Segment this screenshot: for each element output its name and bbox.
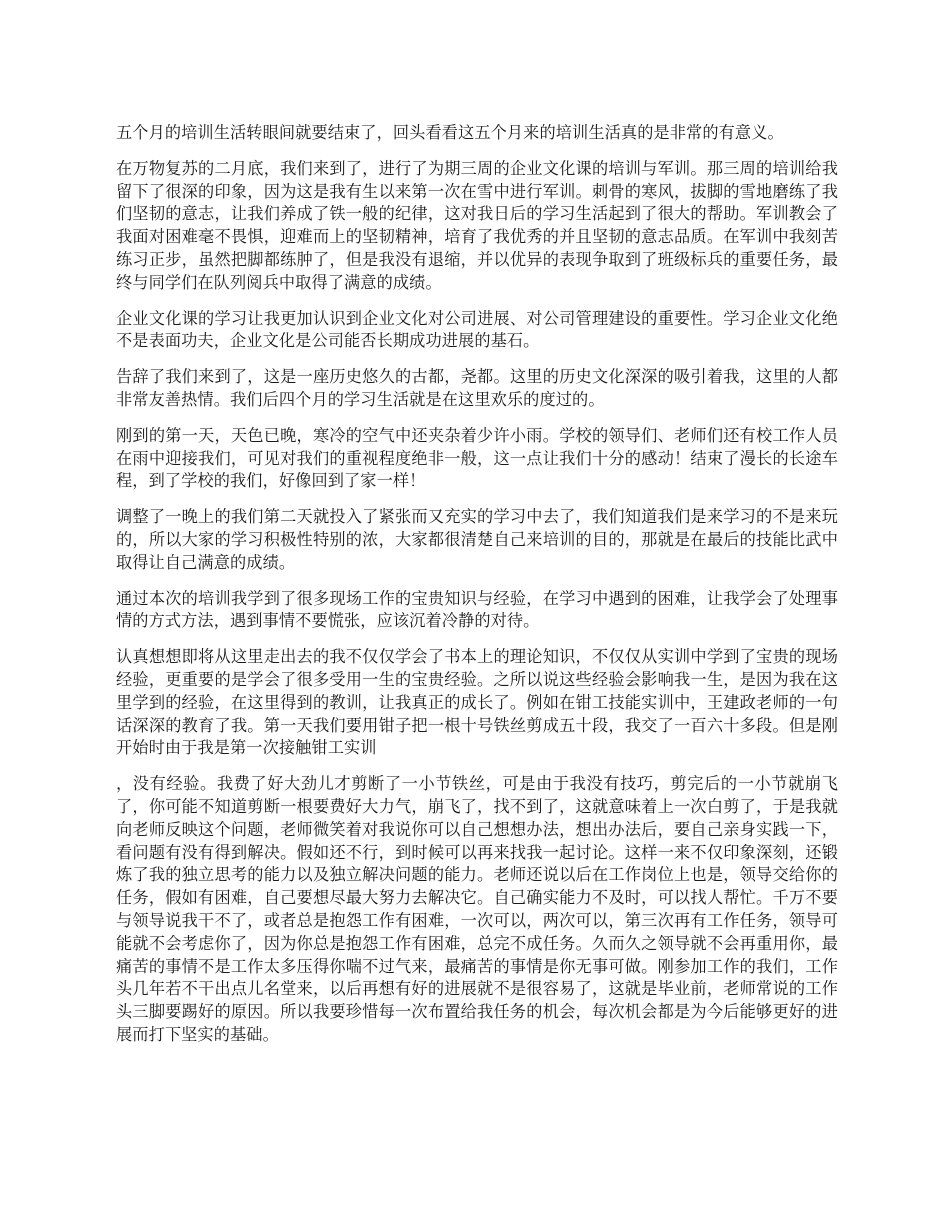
paragraph-6: 调整了一晚上的我们第二天就投入了紧张而又充实的学习中去了，我们知道我们是来学习的不是来玩的，所以大家的学习积极性特别的浓，大家都很清楚自己来培训的目的，那就是在最后的技能比武中取得让自己满意的成绩。 bbox=[116, 507, 838, 572]
document-body bbox=[116, 122, 838, 1060]
paragraph-8: 认真想想即将从这里走出去的我不仅仅学会了书本上的理论知识，不仅仅从实训中学到了宝贵的现场经验，更重要的是学会了很多受用一生的宝贵经验。之所以说这些经验会影响我一生，是因为我在这里学到的经验，在这里得到的教训，让我真正的成长了。例如在钳工技能实训中，王建政老师的一句话深深的教育了我。第一天我们要用钳子把一根十号铁丝剪成五十段，我交了一百六十多段。但是刚开始时由于我是第一次接触钳工实训 bbox=[116, 647, 838, 758]
paragraph-7: 通过本次的培训我学到了很多现场工作的宝贵知识与经验，在学习中遇到的困难，让我学会了处理事情的方式方法，遇到事情不要慌张，应该沉着冷静的对待。 bbox=[116, 588, 838, 631]
paragraph-9: ，没有经验。我费了好大劲儿才剪断了一小节铁丝，可是由于我没有技巧，剪完后的一小节就崩飞了，你可能不知道剪断一根要费好大力气，崩飞了，找不到了，这就意味着上一次白剪了，于是我就向老师反映这个问题，老师微笑着对我说你可以自己想想办法，想出办法后，要自己亲身实践一下，看问题有没有得到解决。假如还不行，到时候可以再来找我一起讨论。这样一来不仅印象深刻，还锻炼了我的独立思考的能力以及独立解决问题的能力。老师还说以后在工作岗位上也是，领导交给你的任务，假如有困难，自己要想尽最大努力去解决它。自己确实能力不及时，可以找人帮忙。千万不要与领导说我干不了，或者总是抱怨工作有困难，一次可以，两次可以，第三次再有工作任务，领导可能就不会考虑你了，因为你总是抱怨工作有困难，总完不成任务。久而久之领导就不会再重用你，最痛苦的事情不是工作太多压得你喘不过气来，最痛苦的事情是你无事可做。刚参加工作的我们，工作头几年若不干出点儿名堂来，以后再想有好的进展就不是很容易了，这就是毕业前，老师常说的工作头三脚要踢好的原因。所以我要珍惜每一次布置给我任务的机会，每次机会都是为今后能够更好的进展而打下坚实的基础。 bbox=[116, 774, 838, 1044]
paragraph-3: 企业文化课的学习让我更加认识到企业文化对公司进展、对公司管理建设的重要性。学习企业文化绝不是表面功夫，企业文化是公司能否长期成功进展的基石。 bbox=[116, 308, 838, 351]
paragraph-4: 告辞了我们来到了，这是一座历史悠久的古都，尧都。这里的历史文化深深的吸引着我，这里的人都非常友善热情。我们后四个月的学习生活就是在这里欢乐的度过的。 bbox=[116, 367, 838, 409]
paragraph-1: 五个月的培训生活转眼间就要结束了，回头看看这五个月来的培训生活真的是非常的有意义。 bbox=[116, 123, 784, 142]
paragraph-5: 刚到的第一天，天色已晚，寒冷的空气中还夹杂着少许小雨。学校的领导们、老师们还有校工作人员在雨中迎接我们，可见对我们的重视程度绝非一般，这一点让我们十分的感动！结束了漫长的长途车程，到了学校的我们，好像回到了家一样！ bbox=[116, 425, 838, 491]
paragraph-2: 在万物复苏的二月底，我们来到了，进行了为期三周的企业文化课的培训与军训。那三周的培训给我留下了很深的印象，因为这是我有生以来第一次在雪中进行军训。刺骨的寒风，拔脚的雪地磨练了我们坚韧的意志，让我们养成了铁一般的纪律，这对我日后的学习生活起到了很大的帮助。军训教会了我面对困难毫不畏惧，迎难而上的坚韧精神，培育了我优秀的并且坚韧的意志品质。在军训中我刻苦练习正步，虽然把脚都练肿了，但是我没有退缩，并以优异的表现争取到了班级标兵的重要任务，最终与同学们在队列阅兵中取得了满意的成绩。 bbox=[116, 158, 838, 292]
